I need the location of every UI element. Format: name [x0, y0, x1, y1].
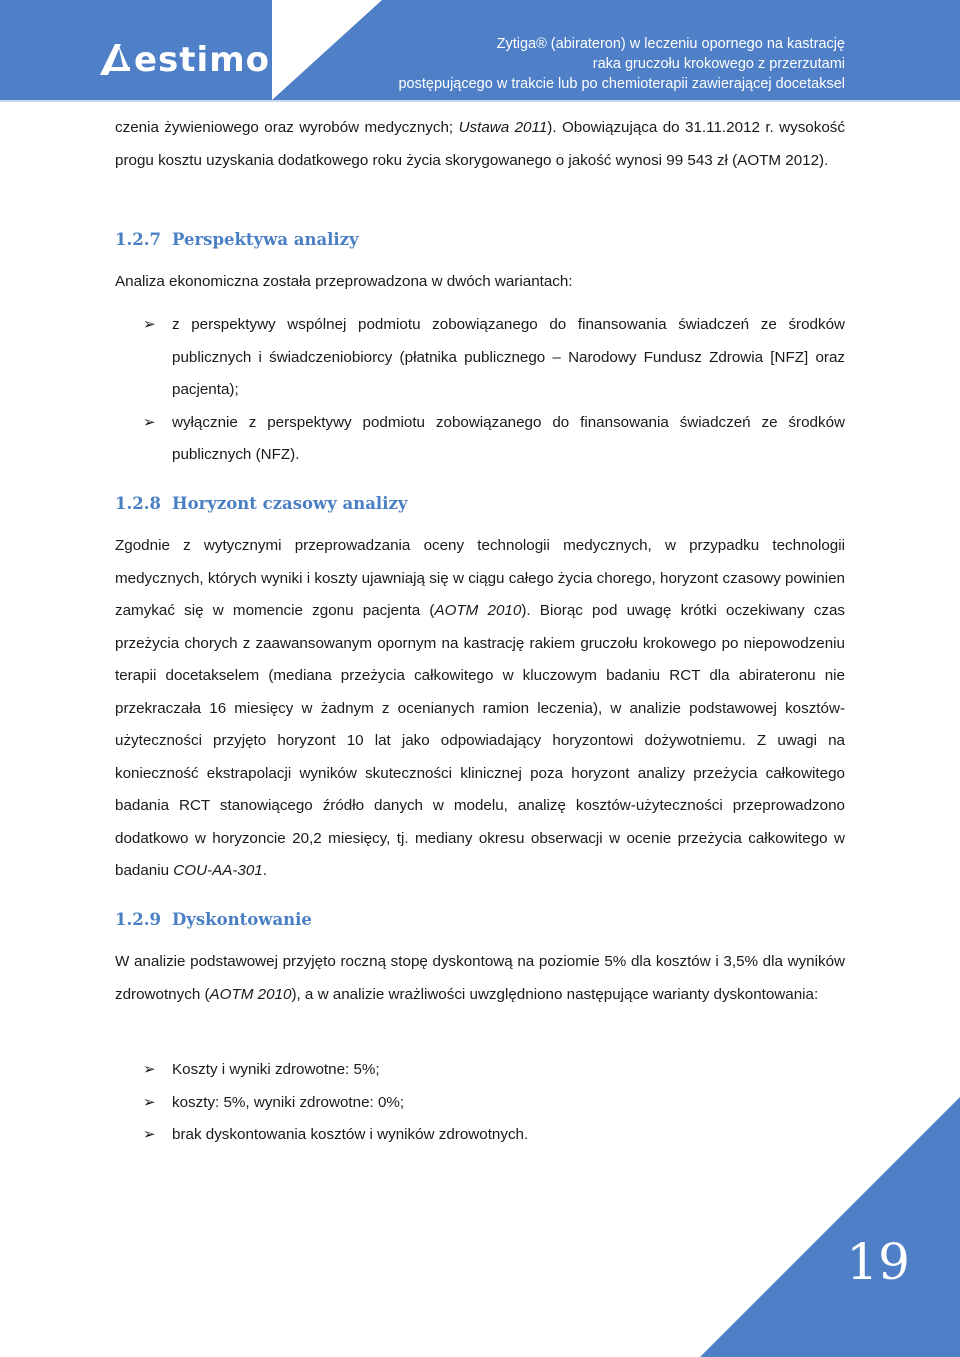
- arrowhead-bullet-icon: ➢: [143, 1061, 156, 1078]
- header-title-line-1: Zytiga® (abirateron) w leczeniu opornego na kastrację: [496, 36, 845, 52]
- arrowhead-bullet-icon: ➢: [143, 316, 156, 333]
- intro-paragraph: [115, 112, 845, 177]
- list-item-text: wyłącznie z perspektywy podmiotu zobowiązanego do finansowania świadczeń ze środków publicznych (NFZ).: [172, 413, 845, 463]
- intro-text-1: czenia żywieniowego oraz wyrobów medycznych;: [115, 119, 459, 136]
- study-name: COU-AA-301: [173, 862, 263, 879]
- section-horyzont: [115, 493, 845, 515]
- arrowhead-bullet-icon: ➢: [143, 1126, 156, 1143]
- section-perspektywa: [115, 229, 845, 251]
- intro-block: [115, 112, 845, 177]
- paragraph-text: .: [262, 862, 267, 879]
- page-number: 19: [846, 1233, 910, 1291]
- section-perspektywa-body: [115, 266, 845, 299]
- list-item: [115, 407, 845, 472]
- paragraph-text: W analizie podstawowej przyjęto roczną stopę dyskontową na poziomie 5% dla kosztów i 3,5% dla wyników zdrowotnych (: [115, 953, 845, 1003]
- paragraph-text: ), a w analizie wrażliwości uwzględniono następujące warianty dyskontowania:: [291, 985, 819, 1003]
- section-heading-dyskontowanie: [115, 909, 845, 931]
- header-title-line-3: postępującego w trakcie lub po chemioterapii zawierającej docetaksel: [398, 76, 845, 92]
- page-corner-triangle: [700, 1097, 960, 1357]
- citation: AOTM 2010: [209, 985, 292, 1003]
- section-number: 1.2.8: [115, 494, 161, 513]
- section-title: Horyzont czasowy analizy: [172, 494, 408, 513]
- section-title: Dyskontowanie: [172, 910, 312, 929]
- header-diagonal-cut: [272, 0, 382, 100]
- section-heading-horyzont: [115, 493, 845, 515]
- citation: AOTM 2010: [434, 602, 522, 619]
- list-item-text: z perspektywy wspólnej podmiotu zobowiązanego do finansowania świadczeń ze środków publicznych i świadczeniobiorcy (płatnika publicznego – Narodowy Fundusz Zdrowia [NFZ] oraz pacjenta);: [172, 316, 845, 398]
- section-title: Perspektywa analizy: [172, 230, 359, 249]
- list-item-text: brak dyskontowania kosztów i wyników zdrowotnych.: [172, 1126, 529, 1143]
- perspektywa-list: [115, 309, 845, 472]
- header-divider: [0, 100, 960, 102]
- section-intro-text: Analiza ekonomiczna została przeprowadzona w dwóch wariantach:: [115, 273, 573, 290]
- intro-citation: Ustawa 2011: [458, 119, 548, 136]
- arrowhead-bullet-icon: ➢: [143, 413, 156, 431]
- list-item: [115, 1054, 845, 1087]
- arrowhead-bullet-icon: ➢: [143, 1093, 156, 1111]
- dyskontowanie-paragraph: [115, 946, 845, 1011]
- section-number: 1.2.9: [115, 910, 161, 929]
- list-item-text: Koszty i wyniki zdrowotne: 5%;: [172, 1061, 380, 1078]
- section-dyskontowanie-body: [115, 946, 845, 1011]
- section-number: 1.2.7: [115, 230, 161, 249]
- header-title-line-2: raka gruczołu krokowego z przerzutami: [592, 56, 845, 72]
- logo-text: estimo: [134, 40, 270, 80]
- logo-a-mark-icon: [98, 41, 132, 77]
- list-item-text: koszty: 5%, wyniki zdrowotne: 0%;: [172, 1093, 405, 1111]
- section-horyzont-body: [115, 530, 845, 888]
- estimo-logo: [98, 40, 270, 80]
- paragraph-text: ). Biorąc pod uwagę krótki oczekiwany czas przeżycia chorych z zaawansowanym opornym na kastrację rakiem gruczołu krokowego po niepowodzeniu terapii docetakselem (mediana przeżycia całkowitego w kluczowym badaniu RCT dla abirateronu nie przekraczała 16 miesięcy w żadnym z ocenianych ramion leczenia), w analizie podstawowej kosztów-użyteczności przyjęto horyzont 10 lat jako odpowiadający horyzontowi dożywotniemu. Z uwagi na konieczność ekstrapolacji wyników skuteczności klinicznej poza horyzont analizy przeżycia całkowitego badania RCT stanowiącego źródło danych w modelu, analizę kosztów-użyteczności przeprowadzono dodatkowo w horyzoncie 20,2 miesięcy, tj. mediany okresu obserwacji w ocenie przeżycia całkowitego w badaniu: [115, 602, 845, 879]
- header-title: [398, 34, 845, 94]
- paragraph-text: Zgodnie z wytycznymi przeprowadzania oceny technologii medycznych, w przypadku technologii medycznych, których wyniki i koszty ujawniają się w ciągu całego życia chorego, horyzont czasowy powinien zamykać się w momencie zgonu pacjenta (: [115, 537, 845, 619]
- horyzont-paragraph: [115, 530, 845, 888]
- intro-text-2: ). Obowiązująca do 31.11.2012 r. wysokość progu kosztu uzyskania dodatkowego roku życia skorygowanego o jakość wynosi 99 543 zł (AOTM 2012).: [115, 119, 845, 169]
- section-heading-perspektywa: [115, 229, 845, 251]
- section-dyskontowanie: [115, 909, 845, 931]
- list-item: [115, 309, 845, 407]
